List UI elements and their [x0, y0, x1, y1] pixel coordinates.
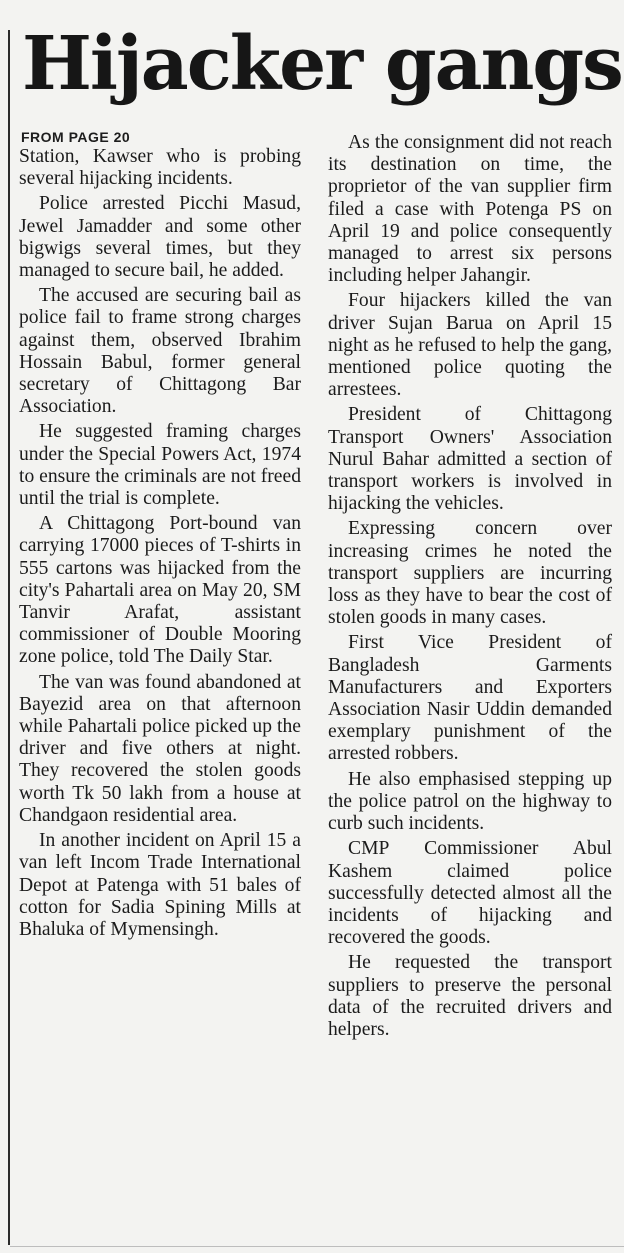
paragraph: Four hijackers killed the van driver Sujan Barua on April 15 night as he refused to help the gang, mentioned police quoting the arrestees.: [328, 290, 612, 401]
paragraph: He suggested framing charges under the Special Powers Act, 1974 to ensure the criminals are not freed until the trial is complete.: [19, 421, 301, 510]
paragraph: The accused are securing bail as police fail to frame strong charges against them, observed Ibrahim Hossain Babul, former general secretary of Chittagong Bar Association.: [19, 285, 301, 418]
left-column: [19, 128, 301, 944]
paragraph: In another incident on April 15 a van left Incom Trade International Depot at Patenga with 51 bales of cotton for Sadia Spining Mills at Bhaluka of Mymensingh.: [19, 830, 301, 940]
paragraph: The van was found abandoned at Bayezid area on that afternoon while Pahartali police picked up the driver and five others at night. They recovered the stolen goods worth Tk 50 lakh from a house at Chandgaon residential area.: [19, 671, 301, 826]
paragraph: He requested the transport suppliers to preserve the personal data of the recruited drivers and helpers.: [328, 952, 612, 1040]
paragraph: A Chittagong Port-bound van carrying 17000 pieces of T-shirts in 555 cartons was hijacked from the city's Pahartali area on May 20, SM Tanvir Arafat, assistant commissioner of Double Mooring zone police, told The Daily Star.: [19, 513, 301, 668]
paragraph: Station, Kawser who is probing several hijacking incidents.: [19, 146, 301, 190]
paragraph: Expressing concern over increasing crimes he noted the transport suppliers are incurring loss as they have to bear the cost of stolen goods in many cases.: [328, 518, 612, 629]
column-rule: [8, 30, 10, 1245]
paragraph: President of Chittagong Transport Owners' Association Nurul Bahar admitted a section of transport workers is involved in hijacking the vehicles.: [328, 404, 612, 515]
paragraph: First Vice President of Bangladesh Garments Manufacturers and Exporters Association Nasir Uddin demanded exemplary punishment of the arrested robbers.: [328, 632, 612, 765]
paragraph: Police arrested Picchi Masud, Jewel Jamadder and some other bigwigs several times, but they managed to secure bail, he added.: [19, 193, 301, 282]
right-column: [328, 132, 612, 1044]
paragraph: He also emphasised stepping up the police patrol on the highway to curb such incidents.: [328, 768, 612, 835]
paragraph: CMP Commissioner Abul Kashem claimed police successfully detected almost all the incidents of hijacking and recovered the goods.: [328, 838, 612, 949]
paragraph: As the consignment did not reach its destination on time, the proprietor of the van supplier firm filed a case with Potenga PS on April 19 and police consequently managed to arrest six persons including helper Jahangir.: [328, 132, 612, 287]
bottom-rule: [10, 1246, 624, 1247]
continued-from-label: FROM PAGE 20: [21, 129, 131, 145]
headline: Hijacker gangs: [22, 21, 622, 107]
